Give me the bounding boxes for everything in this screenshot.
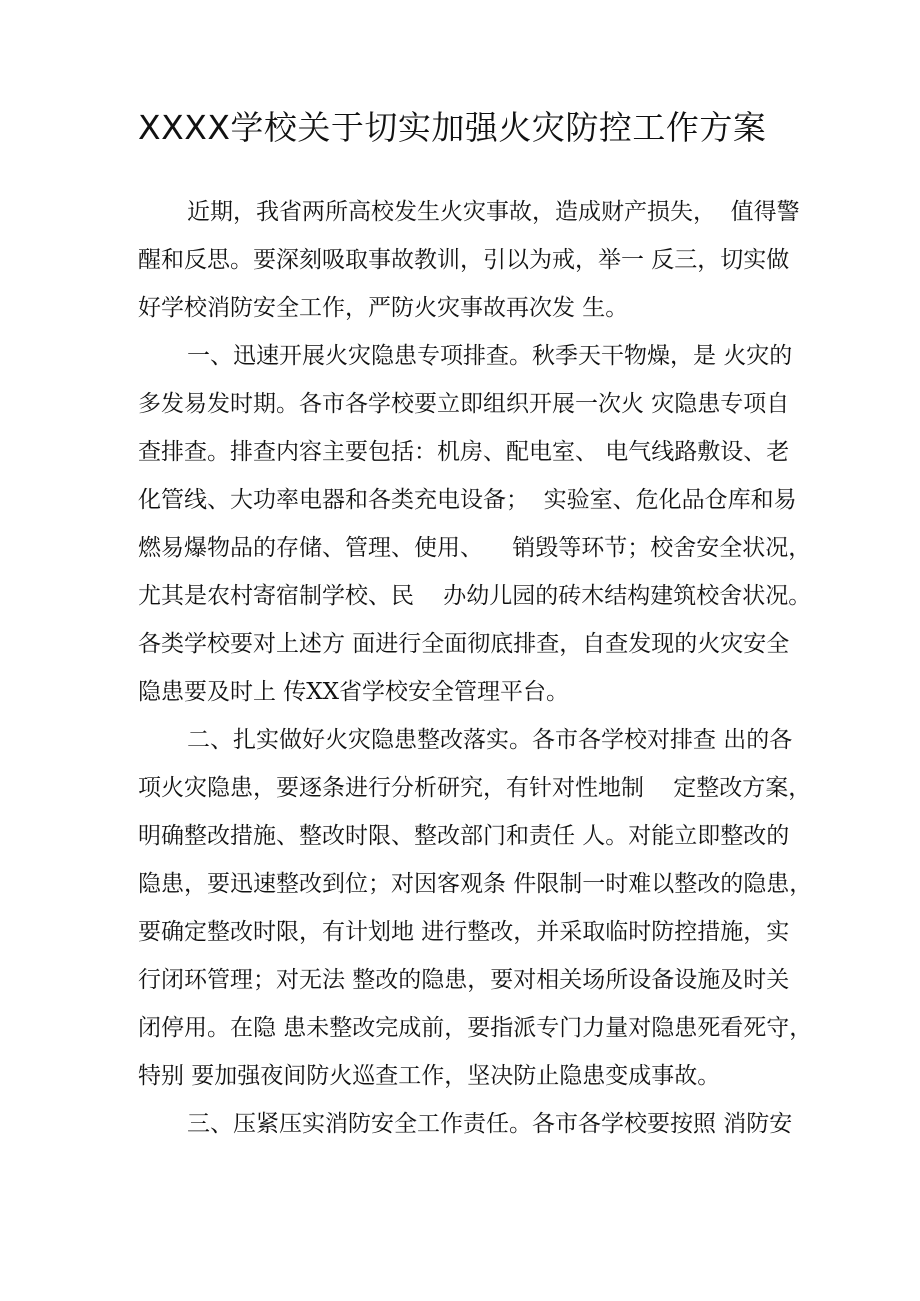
section-one-line-3: 查排查。排查内容主要包括：机房、配电室、 电气线路敷设、老	[138, 439, 790, 465]
paragraph-intro-line-3: 好学校消防安全工作，严防火灾事故再次发 生。	[138, 295, 629, 321]
section-two-line-7: 闭停用。在隐 患未整改完成前，要指派专门力量对隐患死看死守，	[138, 1015, 813, 1041]
section-two-line-5: 要确定整改时限，有计划地 进行整改，并采取临时防控措施，实	[138, 919, 790, 945]
section-two-line-4: 隐患，要迅速整改到位；对因客观条 件限制一时难以整改的隐患，	[138, 871, 813, 897]
section-two-line-2: 项火灾隐患，要逐条进行分析研究，有针对性地制 定整改方案，	[138, 775, 812, 801]
section-one-line-1: 一、迅速开展火灾隐患专项排查。秋季天干物燥，是 火灾的	[187, 343, 793, 369]
section-one-line-8: 隐患要及时上 传XX省学校安全管理平台。	[138, 679, 570, 705]
section-two-line-6: 行闭环管理；对无法 整改的隐患，要对相关场所设备设施及时关	[138, 967, 790, 993]
section-two-line-1: 二、扎实做好火灾隐患整改落实。各市各学校对排查 出的各	[187, 727, 793, 753]
section-three-line-1: 三、压紧压实消防安全工作责任。各市各学校要按照 消防安	[187, 1111, 793, 1137]
document-title: XXXX学校关于切实加强火灾防控工作方案	[138, 108, 767, 147]
section-two-line-3: 明确整改措施、整改时限、整改部门和责任 人。对能立即整改的	[138, 823, 790, 849]
paragraph-intro-line-1: 近期，我省两所高校发生火灾事故，造成财产损失， 值得警	[187, 199, 800, 225]
section-one-line-6: 尤其是农村寄宿制学校、民 办幼儿园的砖木结构建筑校舍状况。	[138, 583, 812, 609]
section-one-line-5: 燃易爆物品的存储、管理、使用、 销毁等环节；校舍安全状况，	[138, 535, 812, 561]
section-one-line-2: 多发易发时期。各市各学校要立即组织开展一次火 灾隐患专项自	[138, 391, 790, 417]
section-two-line-8: 特别 要加强夜间防火巡查工作，坚决防止隐患变成事故。	[138, 1063, 721, 1089]
paragraph-intro-line-2: 醒和反思。要深刻吸取事故教训，引以为戒，举一 反三，切实做	[138, 247, 790, 273]
section-one-line-7: 各类学校要对上述方 面进行全面彻底排查，自查发现的火灾安全	[138, 631, 790, 657]
section-one-line-4: 化管线、大功率电器和各类充电设备； 实验室、危化品仓库和易	[138, 487, 797, 513]
